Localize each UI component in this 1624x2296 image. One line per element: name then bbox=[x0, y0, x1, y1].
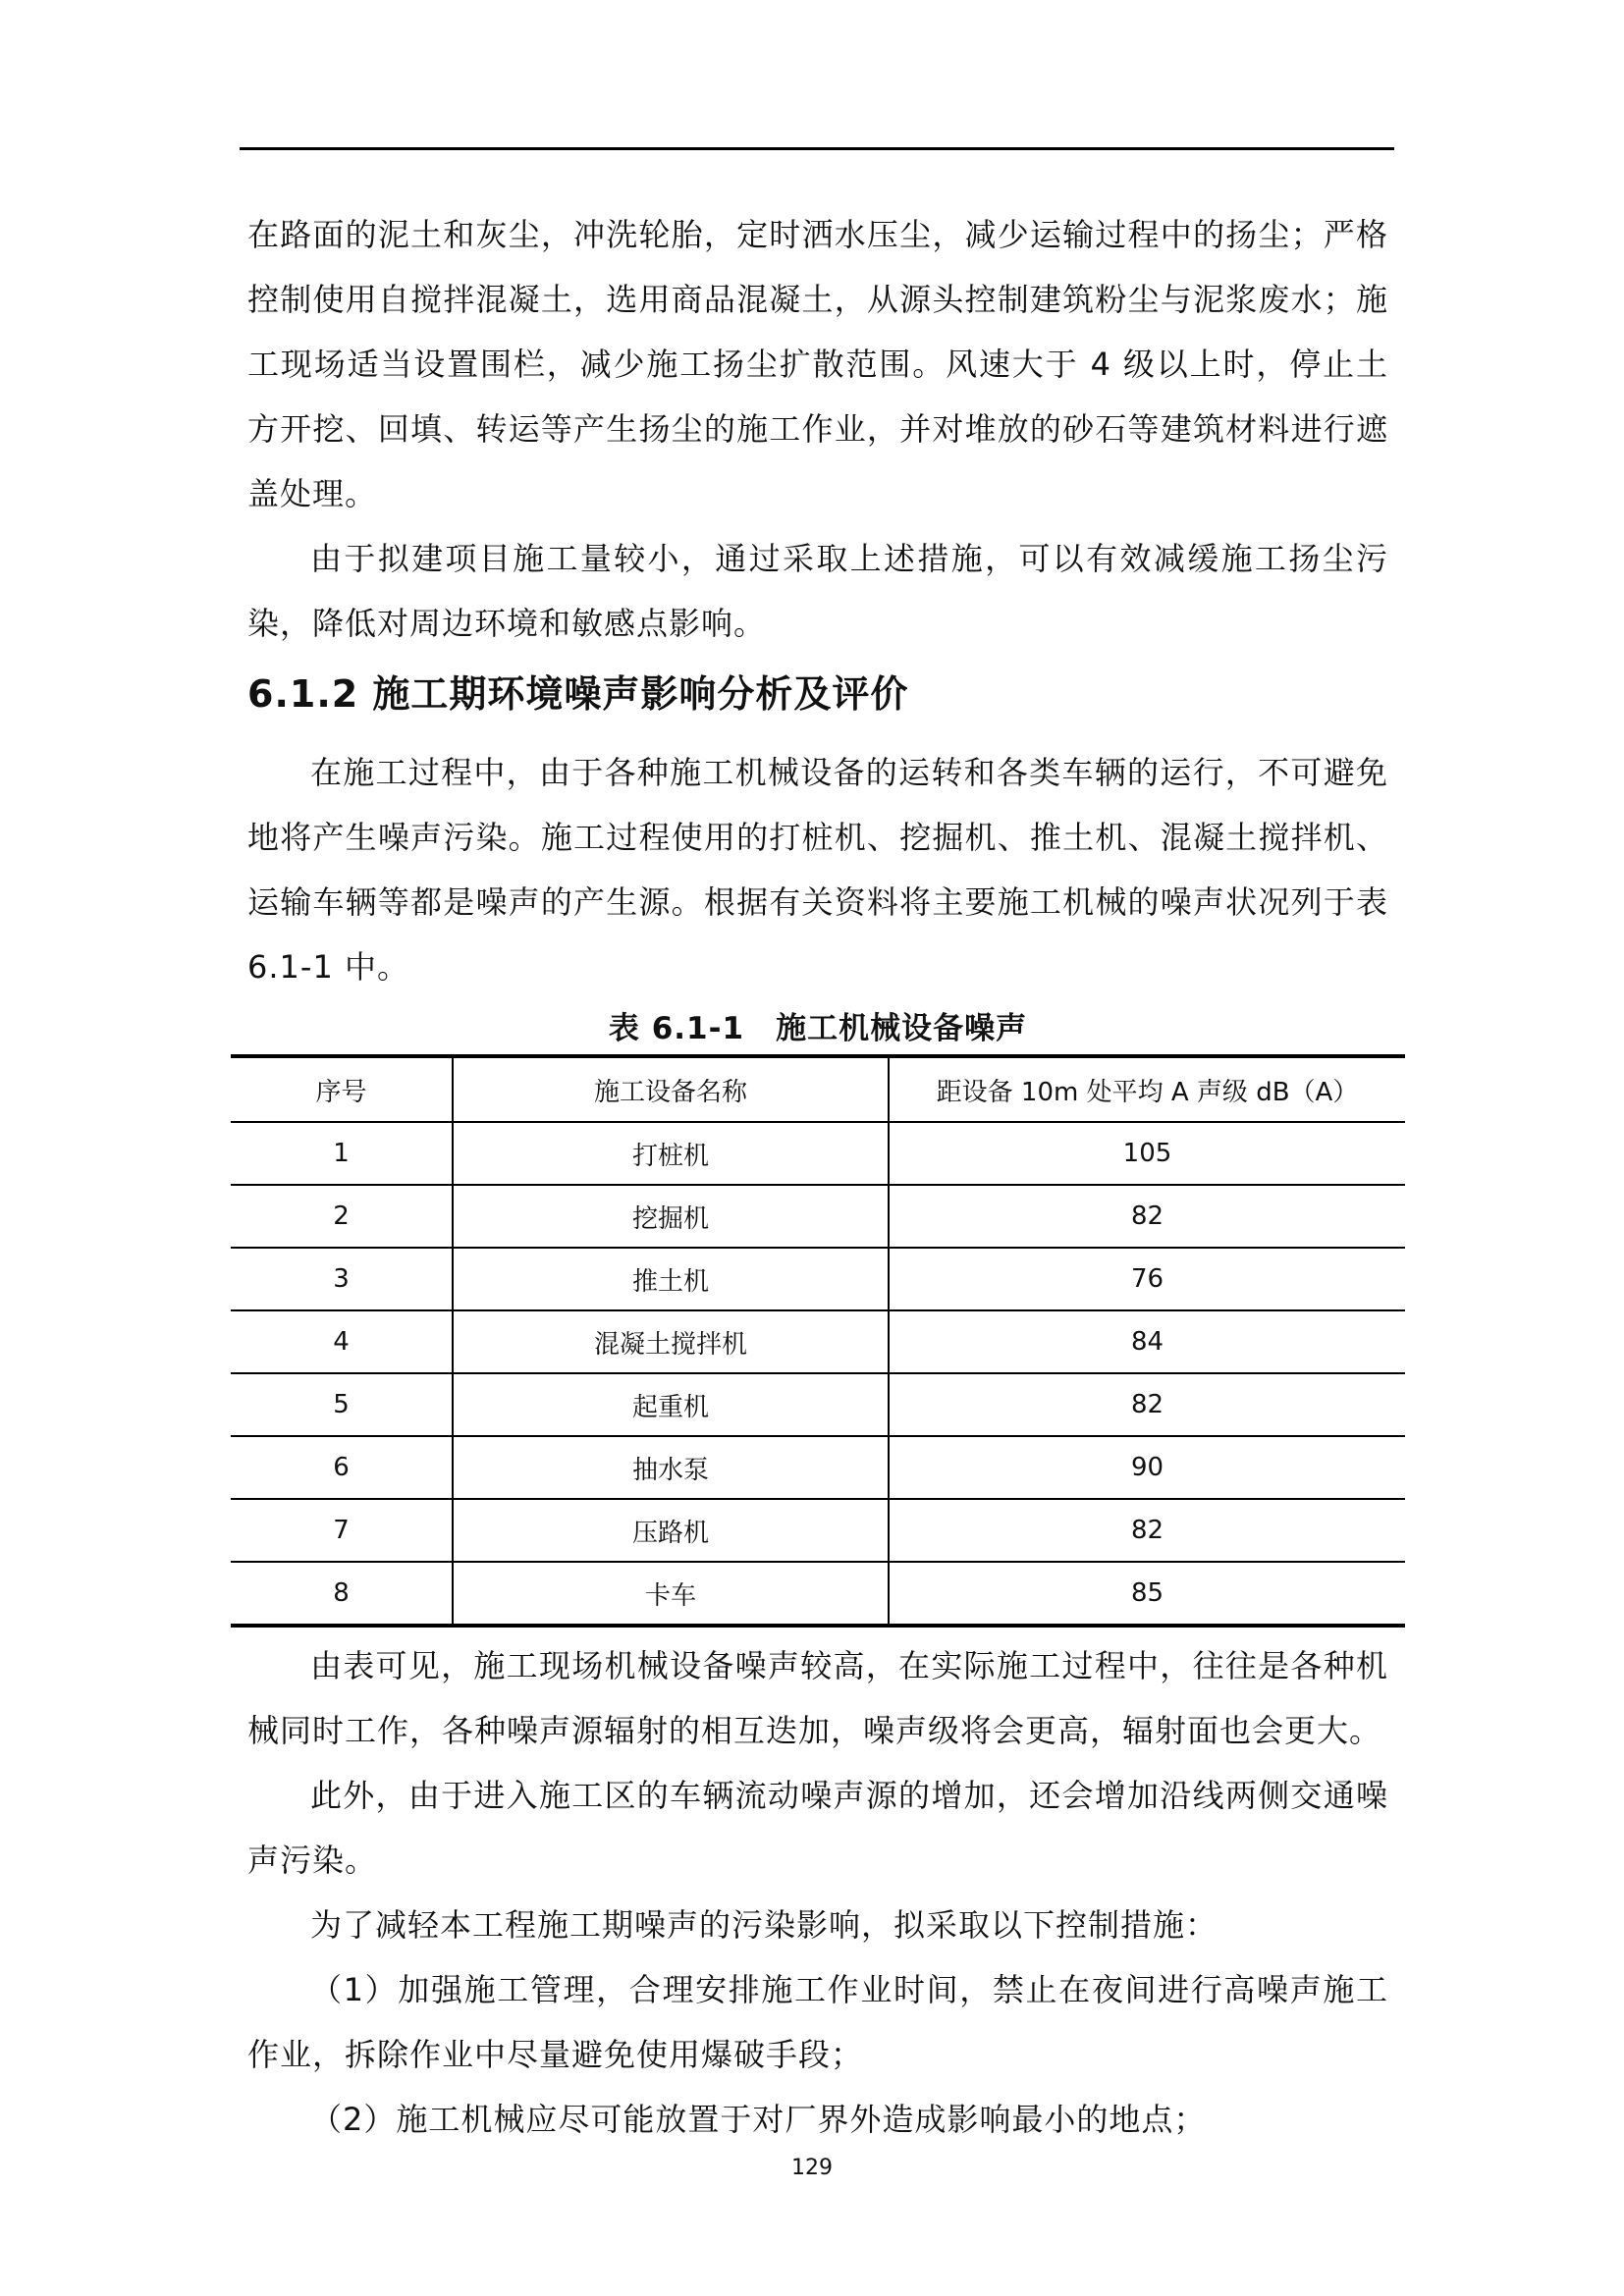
paragraph-measures-intro: 为了减轻本工程施工期噪声的污染影响，拟采取以下控制措施： bbox=[310, 1906, 1218, 1944]
table-header-cell: 序号 bbox=[231, 1056, 453, 1122]
table-cell-index: 2 bbox=[231, 1185, 453, 1248]
table-row bbox=[231, 1436, 1405, 1499]
table-cell-equipment: 抽水泵 bbox=[453, 1436, 889, 1499]
table-row bbox=[231, 1248, 1405, 1310]
table-cell-equipment: 起重机 bbox=[453, 1373, 889, 1436]
table-caption: 表 6.1-1 施工机械设备噪声 bbox=[608, 1011, 1028, 1046]
table-row bbox=[231, 1499, 1405, 1562]
page-number: 129 bbox=[791, 2156, 833, 2180]
paragraph-table-analysis: 由表可见，施工现场机械设备噪声较高，在实际施工过程中，往往是各种机械同时工作，各种噪声源辐射的相互迭加，噪声级将会更高，辐射面也会更大。 bbox=[247, 1647, 1388, 1749]
table-cell-equipment: 卡车 bbox=[453, 1562, 889, 1626]
table-cell-noise-level: 84 bbox=[889, 1310, 1405, 1373]
table-cell-noise-level: 82 bbox=[889, 1373, 1405, 1436]
table-header-cell: 施工设备名称 bbox=[453, 1056, 889, 1122]
header-rule bbox=[240, 147, 1394, 150]
table-cell-index: 4 bbox=[231, 1310, 453, 1373]
table-cell-index: 1 bbox=[231, 1122, 453, 1185]
table-cell-equipment: 混凝土搅拌机 bbox=[453, 1310, 889, 1373]
table-row bbox=[231, 1562, 1405, 1626]
table-cell-equipment: 压路机 bbox=[453, 1499, 889, 1562]
page-content bbox=[247, 202, 1388, 2152]
paragraph-dust-summary: 由于拟建项目施工量较小，通过采取上述措施，可以有效减缓施工扬尘污染，降低对周边环境和敏感点影响。 bbox=[247, 540, 1388, 642]
paragraph-traffic-noise: 此外，由于进入施工区的车辆流动噪声源的增加，还会增加沿线两侧交通噪声污染。 bbox=[247, 1777, 1388, 1879]
table-row bbox=[231, 1310, 1405, 1373]
table-cell-index: 5 bbox=[231, 1373, 453, 1436]
table-cell-noise-level: 82 bbox=[889, 1499, 1405, 1562]
table-cell-noise-level: 85 bbox=[889, 1562, 1405, 1626]
post-table-text bbox=[247, 1633, 1388, 2152]
table-row bbox=[231, 1122, 1405, 1185]
paragraph-dust-control: 在路面的泥土和灰尘，冲洗轮胎，定时洒水压尘，减少运输过程中的扬尘；严格控制使用自搅拌混凝土，选用商品混凝土，从源头控制建筑粉尘与泥浆废水；施工现场适当设置围栏，减少施工扬尘扩散范围。风速大于 4 级以上时，停止土方开挖、回填、转运等产生扬尘的施工作业，并对堆放的砂石等建筑材料进行遮盖处理。 bbox=[247, 216, 1388, 512]
table-cell-index: 6 bbox=[231, 1436, 453, 1499]
paragraph-noise-intro: 在施工过程中，由于各种施工机械设备的运转和各类车辆的运行，不可避免地将产生噪声污染。施工过程使用的打桩机、挖掘机、推土机、混凝土搅拌机、运输车辆等都是噪声的产生源。根据有关资料将主要施工机械的噪声状况列于表 6.1-1 中。 bbox=[247, 754, 1388, 986]
table-cell-index: 8 bbox=[231, 1562, 453, 1626]
table-row bbox=[231, 1373, 1405, 1436]
table-cell-index: 3 bbox=[231, 1248, 453, 1310]
paragraph-measure-1: （1）加强施工管理，合理安排施工作业时间，禁止在夜间进行高噪声施工作业，拆除作业中尽量避免使用爆破手段； bbox=[247, 1971, 1388, 2073]
table-cell-index: 7 bbox=[231, 1499, 453, 1562]
table-cell-noise-level: 90 bbox=[889, 1436, 1405, 1499]
table-cell-noise-level: 82 bbox=[889, 1185, 1405, 1248]
section-heading: 6.1.2 施工期环境噪声影响分析及评价 bbox=[247, 672, 909, 716]
table-cell-noise-level: 105 bbox=[889, 1122, 1405, 1185]
table-row bbox=[231, 1185, 1405, 1248]
noise-table bbox=[231, 1054, 1405, 1628]
table-cell-noise-level: 76 bbox=[889, 1248, 1405, 1310]
table-cell-equipment: 推土机 bbox=[453, 1248, 889, 1310]
paragraph-measure-2: （2）施工机械应尽可能放置于对厂界外造成影响最小的地点； bbox=[310, 2101, 1207, 2138]
table-cell-equipment: 挖掘机 bbox=[453, 1185, 889, 1248]
table-header-row bbox=[231, 1056, 1405, 1122]
table-cell-equipment: 打桩机 bbox=[453, 1122, 889, 1185]
table-header-cell: 距设备 10m 处平均 A 声级 dB（A） bbox=[889, 1056, 1405, 1122]
